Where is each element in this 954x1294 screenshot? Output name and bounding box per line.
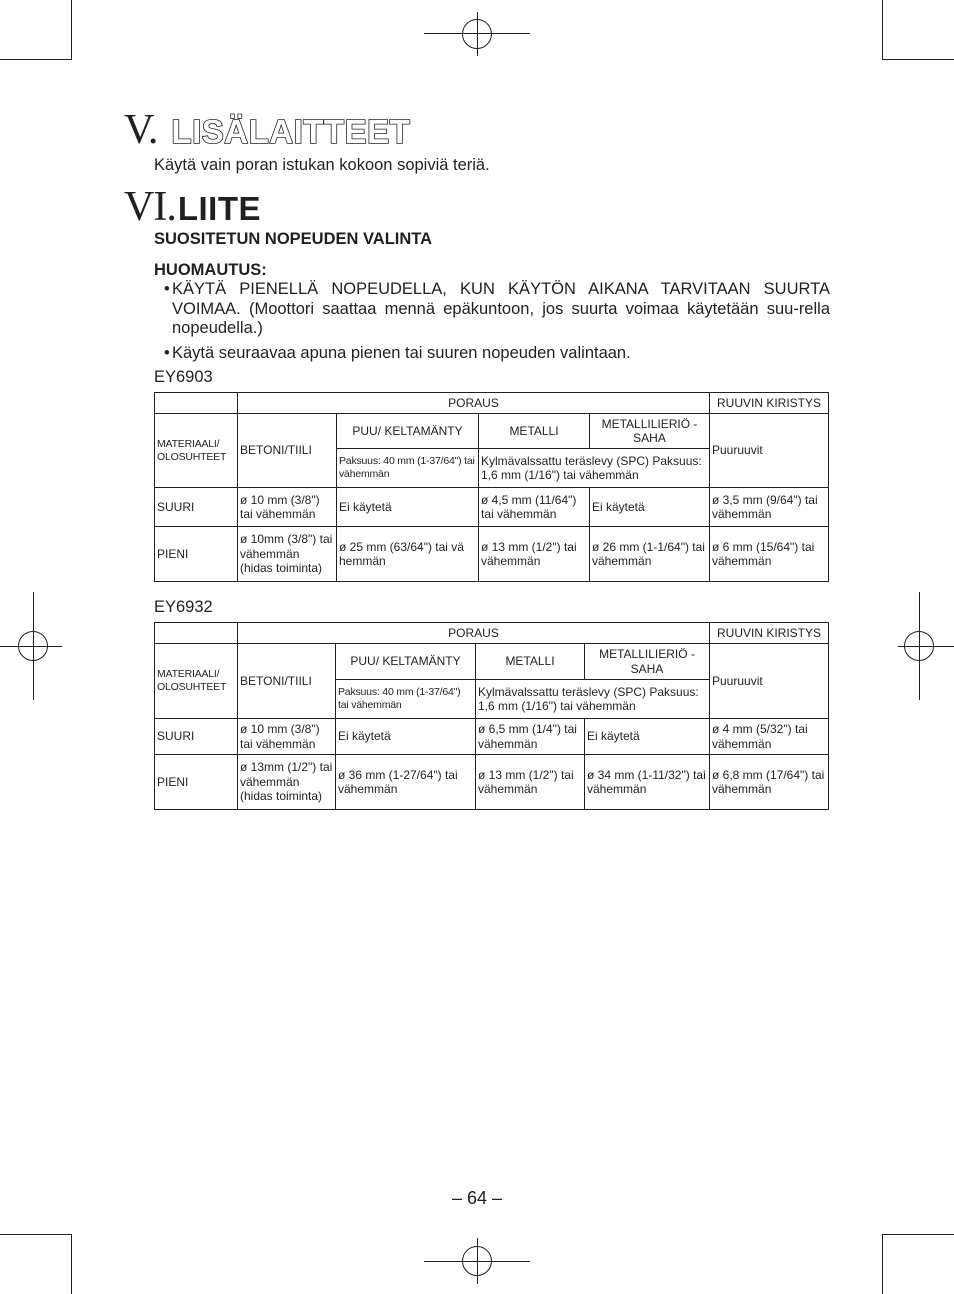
note-bullet-2	[154, 344, 830, 364]
section-5-title: LISÄLAITTEET	[171, 113, 411, 150]
header-puu: PUU/ KELTAMÄNTY	[336, 644, 476, 680]
cell-ruuvin: ø 4 mm (5/32") tai vähemmän	[710, 719, 829, 755]
cell-lierio: ø 34 mm (1-11/32") tai vähemmän	[585, 755, 710, 810]
header-metalli-spec: Kylmävalssattu teräslevy (SPC) Paksuus: 1,6 mm (1/16") tai vähemmän	[476, 680, 710, 719]
table-corner-cell	[155, 623, 238, 644]
cell-betoni: ø 10 mm (3/8") tai vähemmän	[238, 719, 336, 755]
cell-metalli: ø 13 mm (1/2") tai vähemmän	[479, 527, 590, 582]
cell-ruuvin: ø 6,8 mm (17/64") tai vähemmän	[710, 755, 829, 810]
row-label: PIENI	[155, 527, 238, 582]
row-label: SUURI	[155, 488, 238, 527]
table-row	[155, 719, 829, 755]
note-bullet-1	[154, 280, 830, 339]
note-heading: HUOMAUTUS:	[154, 261, 267, 279]
table-row	[155, 527, 829, 582]
cell-lierio: ø 26 mm (1-1/64") tai vähemmän	[590, 527, 710, 582]
cell-puu: ø 36 mm (1-27/64") tai vähemmän	[336, 755, 476, 810]
header-poraus: PORAUS	[238, 393, 710, 414]
header-materiaali: MATERIAALI/ OLOSUHTEET	[155, 414, 238, 488]
cell-metalli: ø 6,5 mm (1/4") tai vähemmän	[476, 719, 585, 755]
table-row	[155, 488, 829, 527]
section-5-numeral: V.	[124, 107, 158, 153]
cell-metalli: ø 4,5 mm (11/64") tai vähemmän	[479, 488, 590, 527]
section-6-subtitle: SUOSITETUN NOPEUDEN VALINTA	[154, 230, 433, 248]
header-puu-paksuus: Paksuus: 40 mm (1-37/64") tai vähemmän	[337, 449, 479, 488]
header-puuruuvit: Puuruuvit	[710, 414, 829, 488]
bullet-dot: •	[164, 344, 170, 362]
note-bullet-text: KÄYTÄ PIENELLÄ NOPEUDELLA, KUN KÄYTÖN AIKANA TARVITAAN SUURTA VOIMAA. (Moottori saattaa mennä epäkuntoon, jos suurta voimaa käytetään suu-rella nopeudella.)	[172, 280, 830, 337]
row-label: PIENI	[155, 755, 238, 810]
table-corner-cell	[155, 393, 238, 414]
cell-ruuvin: ø 6 mm (15/64") tai vähemmän	[710, 527, 829, 582]
header-ruuvin: RUUVIN KIRISTYS	[710, 623, 829, 644]
row-label: SUURI	[155, 719, 238, 755]
header-ruuvin: RUUVIN KIRISTYS	[710, 393, 829, 414]
section-5-heading	[124, 106, 410, 154]
header-metalli: METALLI	[476, 644, 585, 680]
bullet-dot: •	[164, 280, 170, 298]
section-6-numeral: VI.	[124, 184, 176, 230]
table-2-model: EY6932	[154, 598, 213, 616]
header-puu: PUU/ KELTAMÄNTY	[337, 414, 479, 449]
cell-betoni: ø 10mm (3/8") tai vähemmän (hidas toiminta)	[238, 527, 337, 582]
header-puu-paksuus: Paksuus: 40 mm (1-37/64") tai vähemmän	[336, 680, 476, 719]
header-betoni: BETONI/TIILI	[238, 414, 337, 488]
header-poraus: PORAUS	[238, 623, 710, 644]
header-puuruuvit: Puuruuvit	[710, 644, 829, 719]
table-1-model: EY6903	[154, 368, 213, 386]
header-metalli: METALLI	[479, 414, 590, 449]
cell-ruuvin: ø 3,5 mm (9/64") tai vähemmän	[710, 488, 829, 527]
header-betoni: BETONI/TIILI	[238, 644, 336, 719]
section-5-text: Käytä vain poran istukan kokoon sopiviä teriä.	[154, 156, 490, 174]
cell-puu: Ei käytetä	[337, 488, 479, 527]
header-lierio: METALLILIERIÖ -SAHA	[585, 644, 710, 680]
header-lierio: METALLILIERIÖ -SAHA	[590, 414, 710, 449]
cell-betoni: ø 13mm (1/2") tai vähemmän (hidas toiminta)	[238, 755, 336, 810]
speed-table-ey6932	[154, 622, 829, 810]
cell-puu: Ei käytetä	[336, 719, 476, 755]
cell-lierio: Ei käytetä	[590, 488, 710, 527]
cell-betoni: ø 10 mm (3/8") tai vähemmän	[238, 488, 337, 527]
cell-puu: ø 25 mm (63/64") tai vä hemmän	[337, 527, 479, 582]
header-materiaali: MATERIAALI/ OLOSUHTEET	[155, 644, 238, 719]
section-6-title: LIITE	[177, 190, 261, 227]
note-bullet-text: Käytä seuraavaa apuna pienen tai suuren nopeuden valintaan.	[172, 344, 631, 362]
table-row	[155, 755, 829, 810]
speed-table-ey6903	[154, 392, 829, 582]
cell-lierio: Ei käytetä	[585, 719, 710, 755]
section-6-heading	[124, 183, 261, 231]
header-metalli-spec: Kylmävalssattu teräslevy (SPC) Paksuus: 1,6 mm (1/16") tai vähemmän	[479, 449, 710, 488]
page-number: – 64 –	[451, 1188, 503, 1208]
cell-metalli: ø 13 mm (1/2") tai vähemmän	[476, 755, 585, 810]
